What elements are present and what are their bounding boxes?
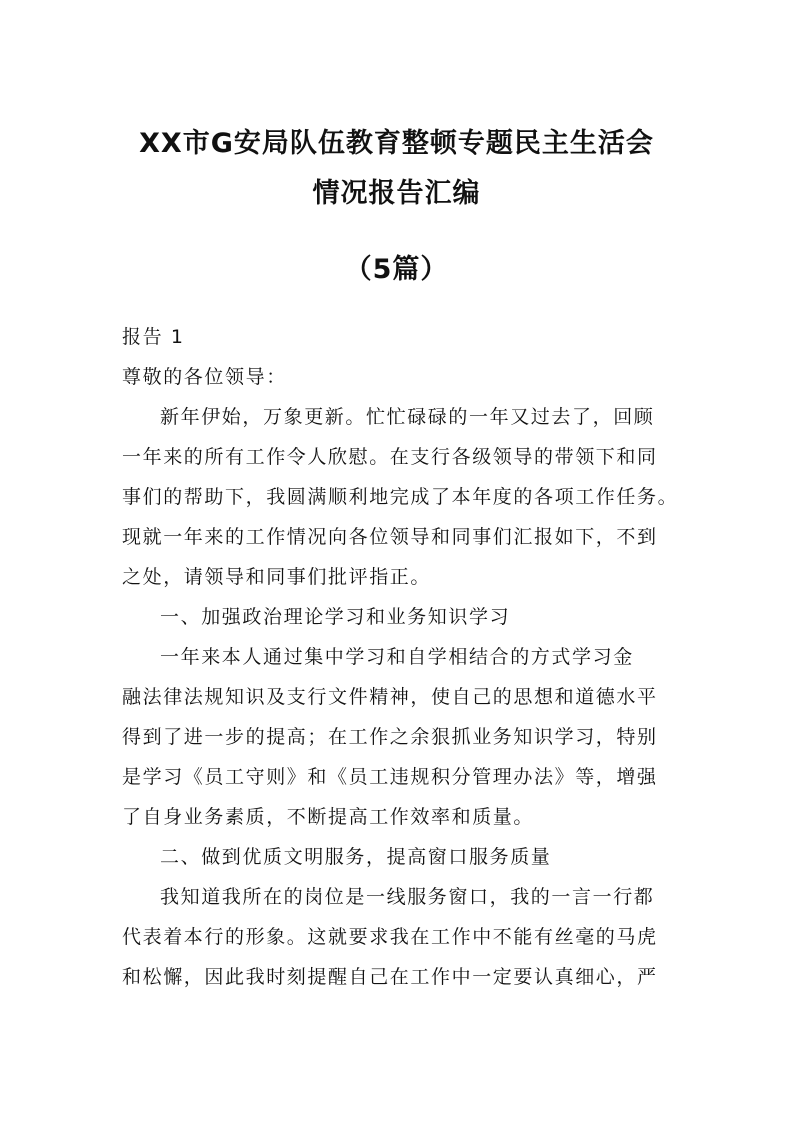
body-line: 代表着本行的形象。这就要求我在工作中不能有丝毫的马虎: [122, 926, 658, 948]
salutation: 尊敬的各位领导：: [122, 366, 287, 388]
document-title-count: （5篇）: [344, 254, 449, 285]
body-line: 我知道我所在的岗位是一线服务窗口，我的一言一行都: [160, 886, 655, 908]
body-line: 事们的帮助下，我圆满顺利地完成了本年度的各项工作任务。: [122, 486, 679, 508]
body-line: 新年伊始，万象更新。忙忙碌碌的一年又过去了，回顾: [160, 406, 655, 428]
body-line: 之处，请领导和同事们批评指正。: [122, 566, 432, 588]
body-line: 是学习《员工守则》和《员工违规积分管理办法》等，增强: [122, 766, 658, 788]
report-label: 报告 1: [122, 326, 185, 348]
body-line: 一年来的所有工作令人欣慰。在支行各级领导的带领下和同: [122, 446, 658, 468]
body-line: 融法律法规知识及支行文件精神，使自己的思想和道德水平: [122, 686, 658, 708]
section-heading-2: 二、做到优质文明服务，提高窗口服务质量: [160, 846, 552, 868]
body-line: 和松懈，因此我时刻提醒自己在工作中一定要认真细心，严: [122, 966, 658, 988]
body-line: 得到了进一步的提高；在工作之余狠抓业务知识学习，特别: [122, 726, 658, 748]
body-line: 现就一年来的工作情况向各位领导和同事们汇报如下，不到: [122, 526, 658, 548]
document-title-line-1: XX市G安局队伍教育整顿专题民主生活会: [139, 128, 654, 159]
body-line: 了自身业务素质，不断提高工作效率和质量。: [122, 806, 535, 828]
document-title-line-2: 情况报告汇编: [312, 178, 481, 209]
body-line: 一年来本人通过集中学习和自学相结合的方式学习金: [160, 646, 634, 668]
section-heading-1: 一、加强政治理论学习和业务知识学习: [160, 606, 511, 628]
